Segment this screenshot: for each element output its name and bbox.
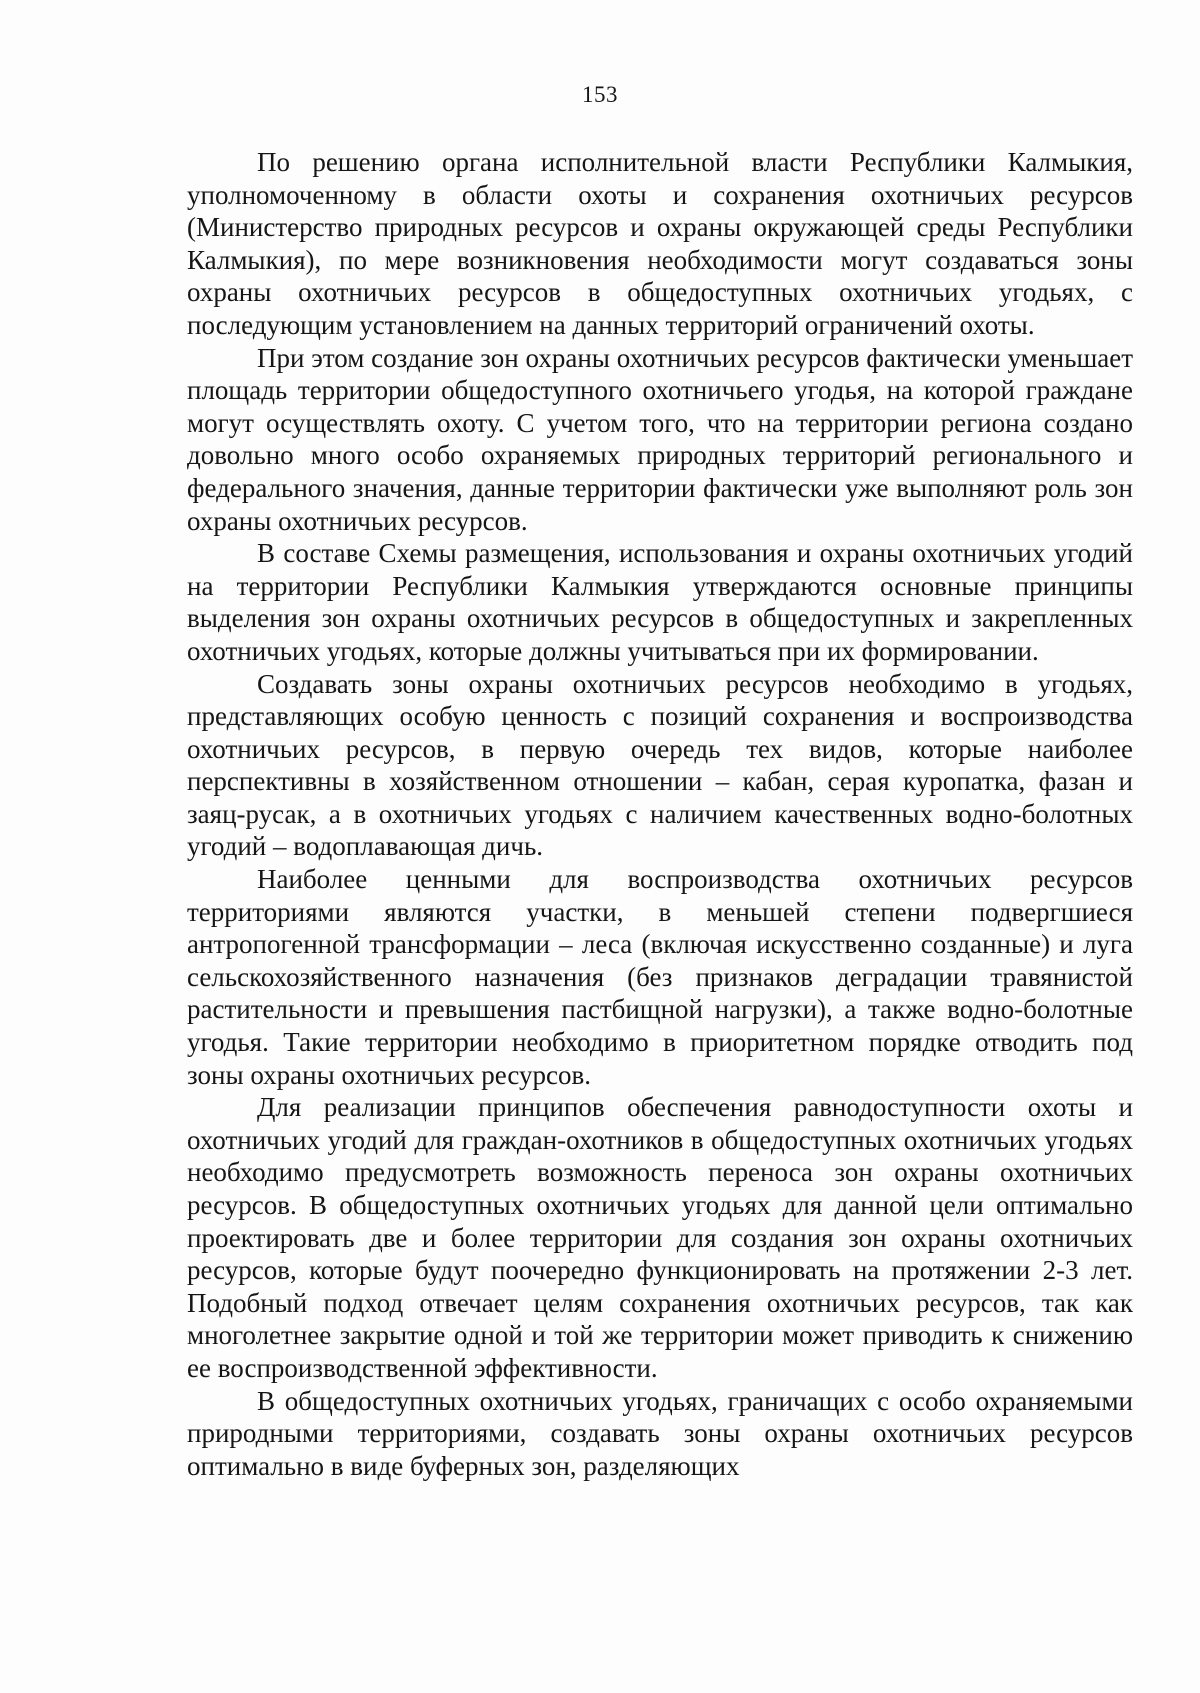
- paragraph-valuable-grounds: Создавать зоны охраны охотничьих ресурсов необходимо в угодьях, представляющих особую ценность с позиций сохранения и воспроизводства охотничьих ресурсов, в первую очередь тех видов, которые наиболее перспективны в хозяйственном отношении – кабан, серая куропатка, фазан и заяц-русак, а в охотничьих угодьях с наличием качественных водно-болотных угодий – водоплавающая дичь.: [187, 668, 1133, 862]
- paragraph-scheme-principles: В составе Схемы размещения, использования и охраны охотничьих угодий на территории Республики Калмыкия утверждаются основные принципы выделения зон охраны охотничьих ресурсов в общедоступных и закрепленных охотничьих угодьях, которые должны учитываться при их формировании.: [187, 538, 1133, 666]
- paragraph-hunting-protection-zones: По решению органа исполнительной власти Республики Калмыкия, уполномоченному в области охоты и сохранения охотничьих ресурсов (Министерство природных ресурсов и охраны окружающей среды Республики Калмыкия), по мере возникновения необходимости могут создаваться зоны охраны охотничьих ресурсов в общедоступных охотничьих угодьях, с последующим установлением на данных территорий ограничений охоты.: [187, 147, 1133, 340]
- paragraph-buffer-zones: В общедоступных охотничьих угодьях, граничащих с особо охраняемыми природными территориями, создавать зоны охраны охотничьих ресурсов оптимально в виде буферных зон, разделяющих: [187, 1385, 1133, 1481]
- paragraph-valuable-territories: Наиболее ценными для воспроизводства охотничьих ресурсов территориями являются участки, в меньшей степени подвергшиеся антропогенной трансформации – леса (включая искусственно созданные) и луга сельскохозяйственного назначения (без признаков деградации травянистой растительности и превышения пастбищной нагрузки), а также водно-болотные угодья. Такие территории необходимо в приоритетном порядке отводить под зоны охраны охотничьих ресурсов.: [187, 864, 1133, 1090]
- document-body: [187, 146, 1133, 1482]
- paragraph-zone-rotation: Для реализации принципов обеспечения равнодоступности охоты и охотничьих угодий для граждан-охотников в общедоступных охотничьих угодьях необходимо предусмотреть возможность переноса зон охраны охотничьих ресурсов. В общедоступных охотничьих угодьях для данной цели оптимально проектировать две и более территории для создания зон охраны охотничьих ресурсов, которые будут поочередно функционировать на протяжении 2-3 лет. Подобный подход отвечает целям сохранения охотничьих ресурсов, так как многолетнее закрытие одной и той же территории может приводить к снижению ее воспроизводственной эффективности.: [187, 1092, 1133, 1383]
- page-number: 153: [582, 82, 618, 107]
- paragraph-area-reduction: При этом создание зон охраны охотничьих ресурсов фактически уменьшает площадь территории общедоступного охотничьего угодья, на которой граждане могут осуществлять охоту. С учетом того, что на территории региона создано довольно много особо охраняемых природных территорий регионального и федерального значения, данные территории фактически уже выполняют роль зон охраны охотничьих ресурсов.: [187, 342, 1133, 536]
